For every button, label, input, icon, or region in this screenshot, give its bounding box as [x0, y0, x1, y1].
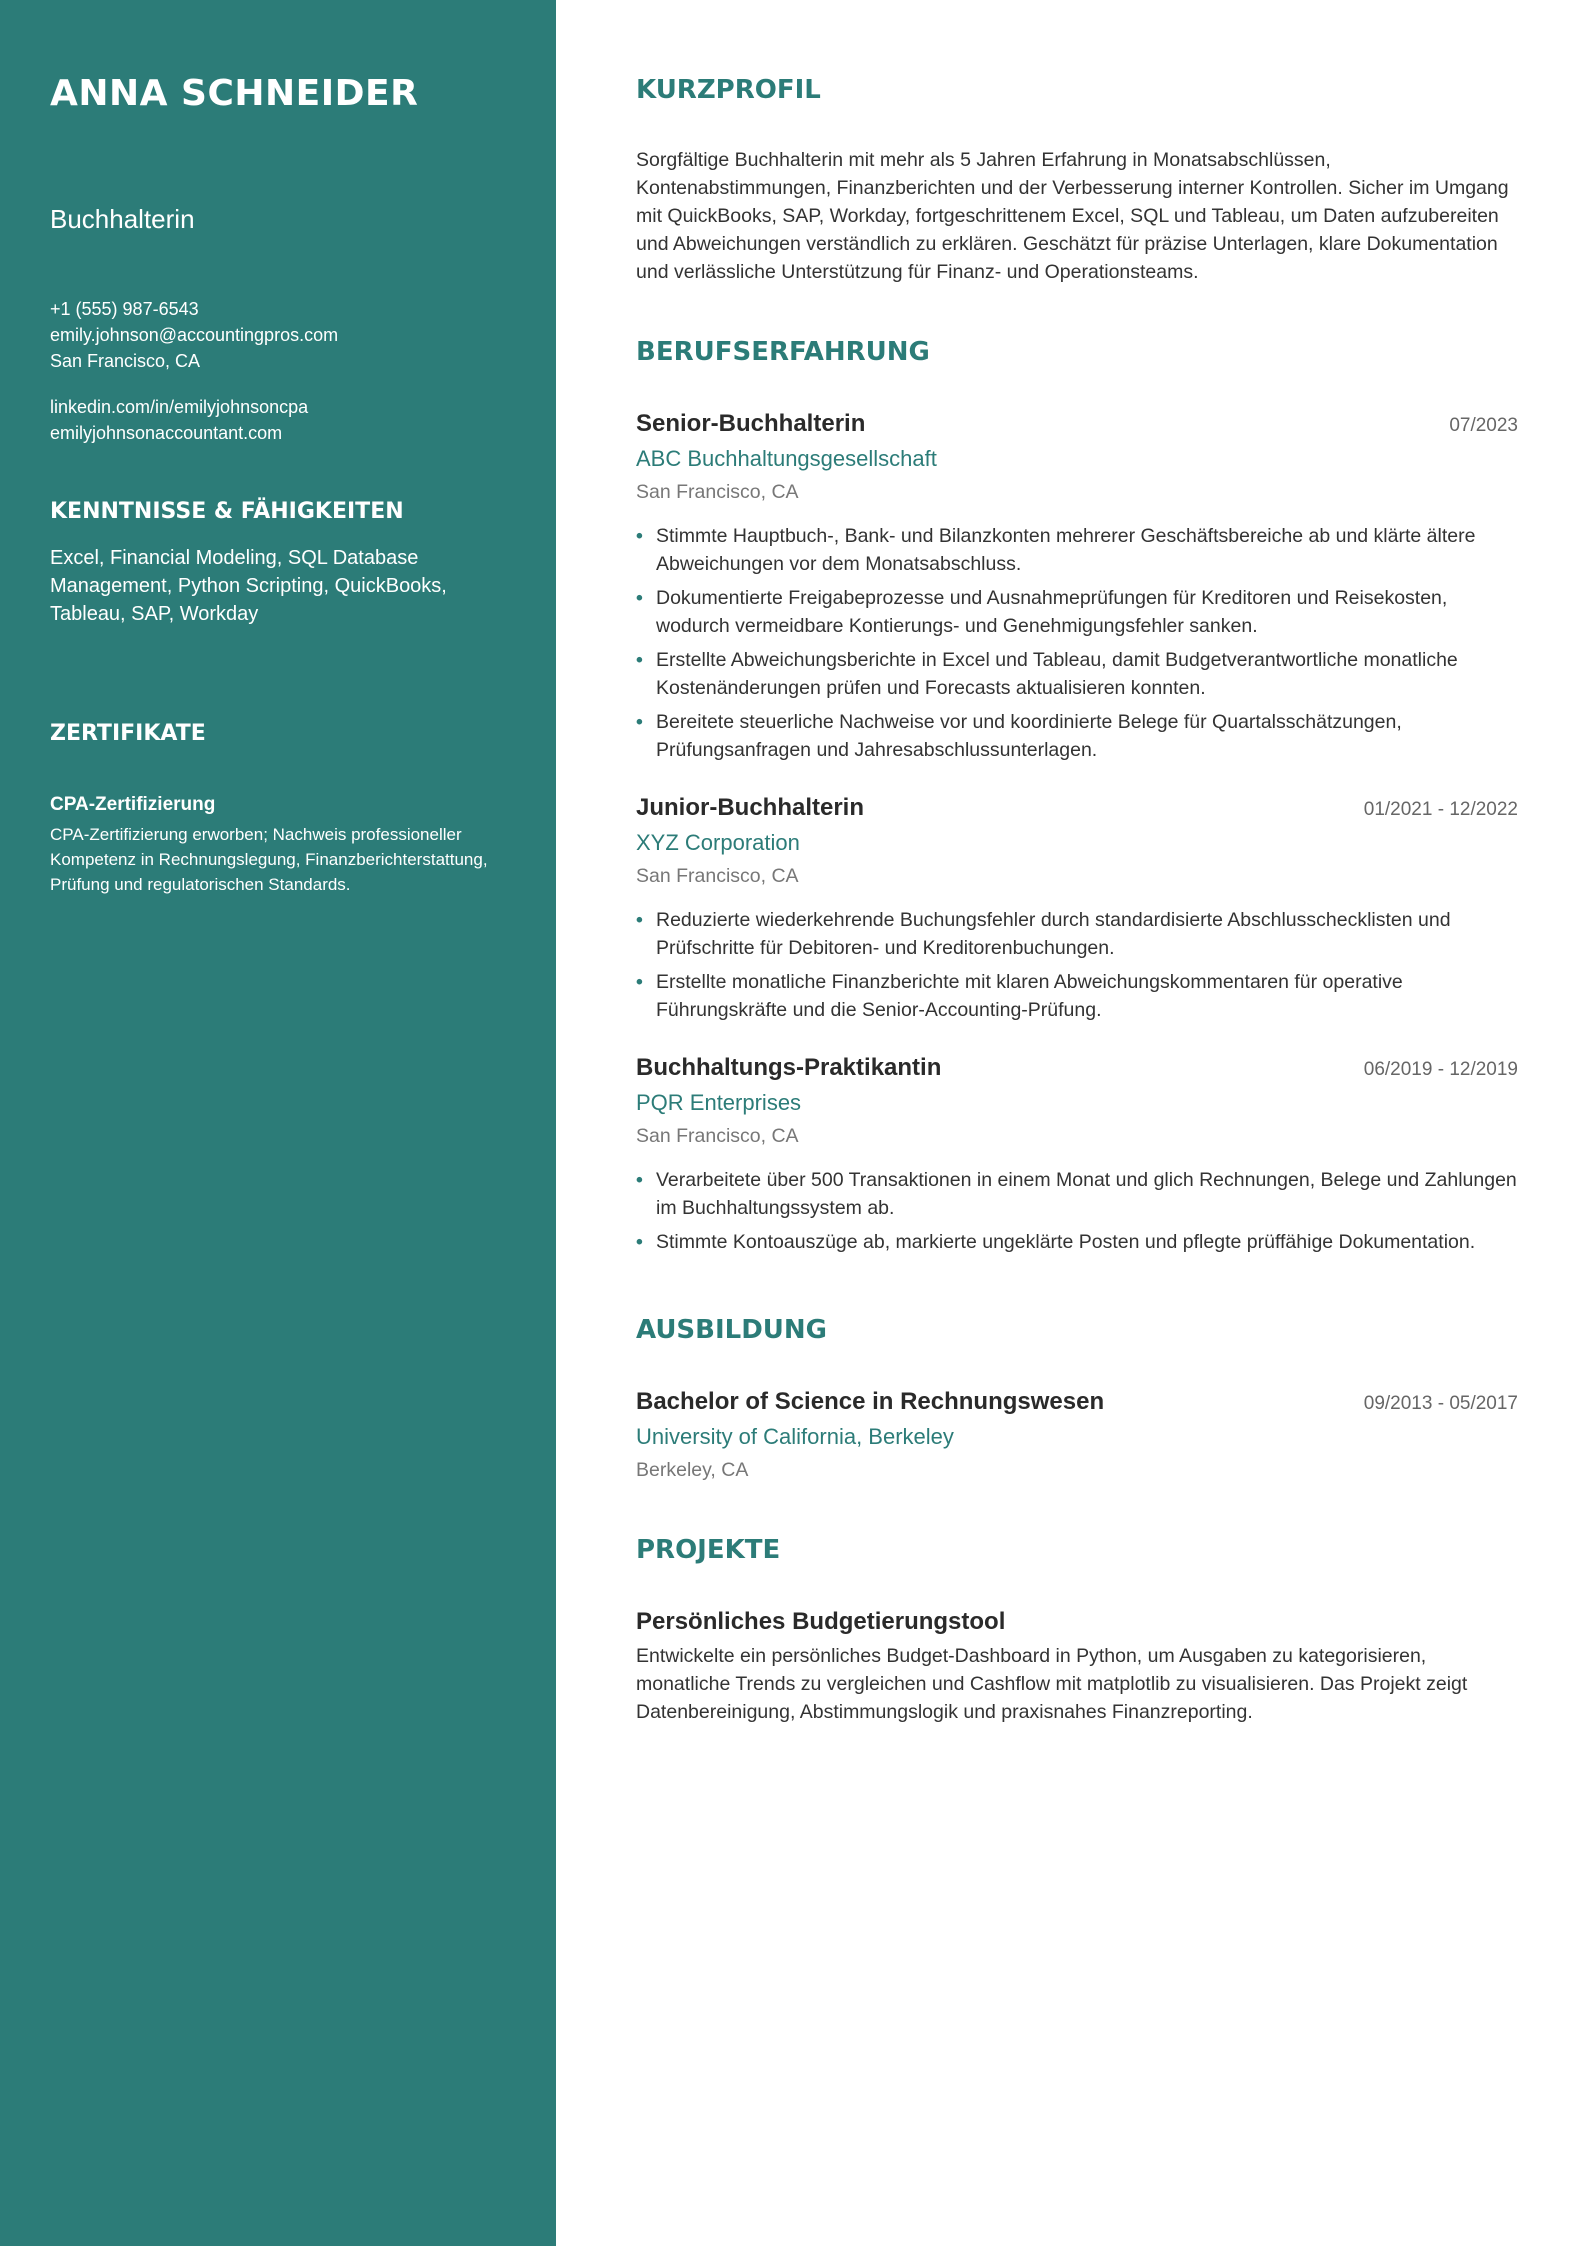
sidebar [0, 0, 556, 2246]
job-company: XYZ Corporation [636, 830, 800, 855]
certificate-description: CPA-Zertifizierung erworben; Nachweis professioneller Kompetenz in Rechnungslegung, Finanzberichterstattung, Prüfung und regulatorischen Standards. [50, 825, 488, 894]
skills-text: Excel, Financial Modeling, SQL Database Management, Python Scripting, QuickBooks, Tableau, SAP, Workday [50, 547, 447, 625]
job-bullet: • Dokumentierte Freigabeprozesse und Ausnahmeprüfungen für Kreditoren und Reisekosten, wodurch vermeidbare Kontierungs- und Genehmigungsfehler sanken. [636, 584, 1518, 640]
certificate-title: CPA-Zertifizierung [50, 794, 216, 815]
contact-spacer [50, 374, 506, 394]
job-location: San Francisco, CA [636, 1125, 799, 1147]
job-bullets [636, 1166, 1518, 1256]
candidate-name: ANNA SCHNEIDER [50, 73, 419, 114]
summary-text: Sorgfältige Buchhalterin mit mehr als 5 Jahren Erfahrung in Monatsabschlüssen, Kontenabstimmungen, Finanzberichten und der Verbesserung interner Kontrollen. Sicher im Umgang mit QuickBooks, SAP, Workday, fortgeschrittenem Excel, SQL und Tableau, um Daten aufzubereiten und Abweichungen verständlich zu erklären. Geschätzt für präzise Unterlagen, klare Dokumentation und verlässliche Unterstützung für Finanz- und Operationsteams. [636, 149, 1509, 283]
job-bullet: • Erstellte monatliche Finanzberichte mit klaren Abweichungskommentaren für operative Führungskräfte und die Senior-Accounting-Prüfung. [636, 968, 1518, 1024]
job-date: 06/2019 - 12/2019 [1363, 1059, 1518, 1080]
job-date: 07/2023 [1449, 415, 1518, 436]
job-bullets [636, 906, 1518, 1024]
job-company: PQR Enterprises [636, 1090, 802, 1115]
projects-heading: PROJEKTE [636, 1535, 781, 1565]
certificate-item [50, 792, 506, 897]
education-location: Berkeley, CA [636, 1459, 749, 1481]
contact-email: emily.johnson@accountingpros.com [50, 325, 339, 345]
job-bullet: • Bereitete steuerliche Nachweise vor und koordinierte Belege für Quartalsschätzungen, Prüfungsanfragen und Jahresabschlussunterlagen. [636, 708, 1518, 764]
education-heading: AUSBILDUNG [636, 1315, 828, 1345]
education-date: 09/2013 - 05/2017 [1363, 1393, 1518, 1414]
contact-block [50, 296, 506, 446]
job-bullets [636, 522, 1518, 764]
main-content [556, 0, 1588, 2246]
job-company: ABC Buchhaltungsgesellschaft [636, 446, 937, 471]
education-school: University of California, Berkeley [636, 1424, 954, 1449]
contact-phone: +1 (555) 987-6543 [50, 299, 199, 319]
experience-heading: BERUFSERFAHRUNG [636, 337, 930, 367]
project-entry [636, 1606, 1518, 1726]
job-bullet: • Reduzierte wiederkehrende Buchungsfehler durch standardisierte Abschlusschecklisten und Prüfschritte für Debitoren- und Kreditorenbuchungen. [636, 906, 1518, 962]
job-entry [636, 792, 1518, 1024]
job-bullet: • Stimmte Kontoauszüge ab, markierte ungeklärte Posten und pflegte prüffähige Dokumentation. [636, 1228, 1518, 1256]
certificates-heading: ZERTIFIKATE [50, 721, 206, 746]
candidate-role: Buchhalterin [50, 204, 195, 234]
job-title: Senior-Buchhalterin [636, 410, 866, 437]
education-entry [636, 1386, 1518, 1484]
job-date: 01/2021 - 12/2022 [1363, 799, 1518, 820]
job-title: Buchhaltungs-Praktikantin [636, 1054, 942, 1081]
job-entry [636, 1052, 1518, 1256]
project-description: Entwickelte ein persönliches Budget-Dashboard in Python, um Ausgaben zu kategorisieren, monatliche Trends zu vergleichen und Cashflow mit matplotlib zu visualisieren. Das Projekt zeigt Datenbereinigung, Abstimmungslogik und praxisnahes Finanzreporting. [636, 1645, 1468, 1723]
project-title: Persönliches Budgetierungstool [636, 1608, 1006, 1635]
summary-heading: KURZPROFIL [636, 75, 821, 105]
job-bullet: • Stimmte Hauptbuch-, Bank- und Bilanzkonten mehrerer Geschäftsbereiche ab und klärte ältere Abweichungen vor dem Monatsabschluss. [636, 522, 1518, 578]
education-degree: Bachelor of Science in Rechnungswesen [636, 1388, 1105, 1415]
job-bullet: • Verarbeitete über 500 Transaktionen in einem Monat und glich Rechnungen, Belege und Zahlungen im Buchhaltungssystem ab. [636, 1166, 1518, 1222]
job-location: San Francisco, CA [636, 481, 799, 503]
job-bullet: • Erstellte Abweichungsberichte in Excel und Tableau, damit Budgetverantwortliche monatliche Kostenänderungen prüfen und Forecasts aktualisieren konnten. [636, 646, 1518, 702]
contact-website: emilyjohnsonaccountant.com [50, 423, 283, 443]
job-entry [636, 408, 1518, 764]
job-title: Junior-Buchhalterin [636, 794, 865, 821]
contact-linkedin: linkedin.com/in/emilyjohnsoncpa [50, 397, 309, 417]
skills-heading: KENNTNISSE & FÄHIGKEITEN [50, 499, 404, 524]
contact-location: San Francisco, CA [50, 351, 201, 371]
job-location: San Francisco, CA [636, 865, 799, 887]
